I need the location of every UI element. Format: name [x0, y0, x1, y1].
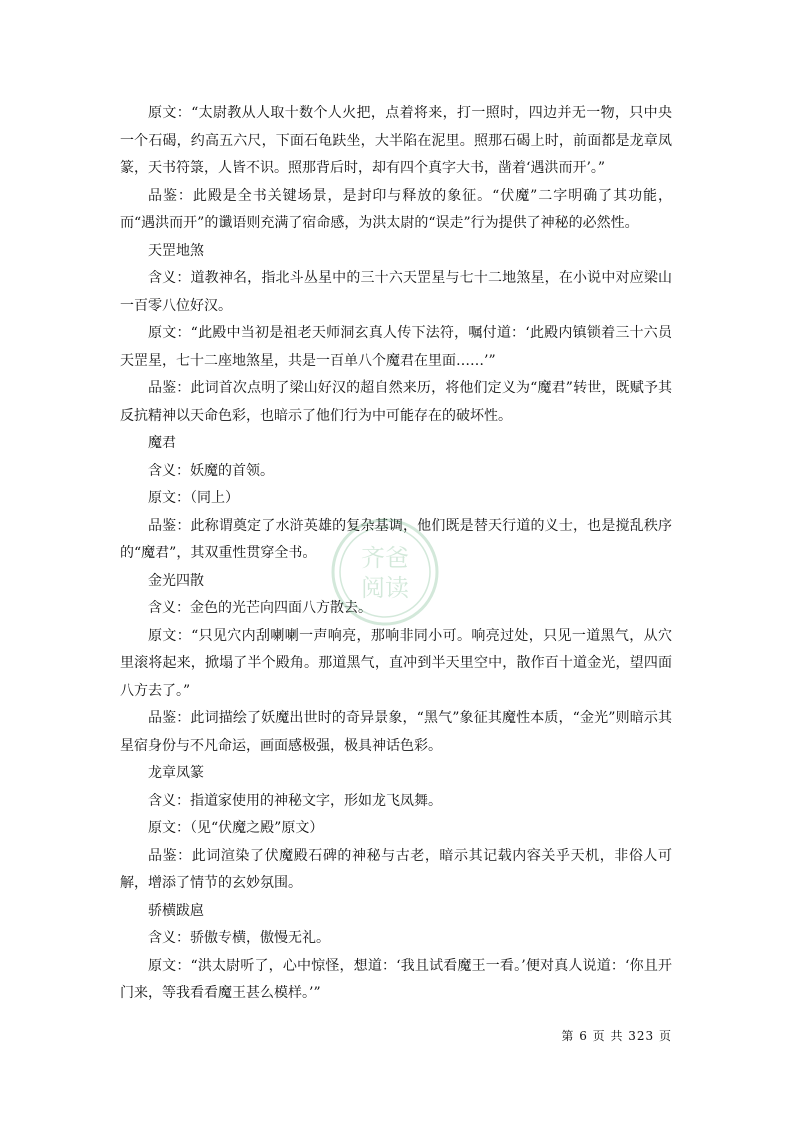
paragraph-appreciation: 品鉴：此殿是全书关键场景，是封印与释放的象征。“伏魔”二字明确了其功能，而“遇洪而开”的谶语则充满了宿命感，为洪太尉的“误走”行为提供了神秘的必然性。: [120, 187, 672, 231]
term-heading: 骄横跋扈: [148, 902, 204, 919]
watermark-seal-icon: [329, 516, 441, 628]
term-heading: 天罡地煞: [148, 242, 204, 259]
paragraph-appreciation: 品鉴：此称谓奠定了水浒英雄的复杂基调，他们既是替天行道的义士，也是搅乱秩序的“魔君”，其双重性贯穿全书。: [120, 517, 672, 561]
paragraph-meaning: 含义：金色的光芒向四面八方散去。: [148, 600, 372, 616]
paragraph-original-text: 原文：（同上）: [148, 490, 239, 506]
paragraph-appreciation: 品鉴：此词描绘了妖魔出世时的奇异景象，“黑气”象征其魔性本质，“金光”则暗示其星宿身份与不凡命运，画面感极强，极具神话色彩。: [120, 710, 672, 754]
paragraph-meaning: 含义：道教神名，指北斗丛星中的三十六天罡星与七十二地煞星，在小说中对应梁山一百零八位好汉。: [120, 270, 672, 314]
paragraph-original-text: 原文：“太尉教从人取十数个人火把，点着将来，打一照时，四边并无一物，只中央一个石碣，约高五六尺，下面石龟趺坐，大半陷在泥里。照那石碣上时，前面都是龙章凤篆，天书符箓，人皆不识。照那背后时，却有四个真字大书，凿着‘遇洪而开’。”: [120, 105, 672, 176]
paragraph-meaning: 含义：指道家使用的神秘文字，形如龙飞凤舞。: [148, 792, 442, 809]
term-heading: 龙章凤篆: [148, 765, 204, 781]
watermark-line-1: 齐爸: [361, 544, 409, 572]
paragraph-original-text: 原文：（见“伏魔之殿”原文）: [148, 820, 324, 836]
term-heading: 金光四散: [148, 572, 204, 589]
paragraph-appreciation: 品鉴：此词渲染了伏魔殿石碑的神秘与古老，暗示其记载内容关乎天机，非俗人可解，增添了情节的玄妙氛围。: [120, 847, 672, 891]
watermark-line-2: 阅读: [361, 574, 409, 602]
paragraph-meaning: 含义：骄傲专横，傲慢无礼。: [148, 930, 330, 946]
paragraph-meaning: 含义：妖魔的首领。: [148, 462, 274, 479]
term-heading: 魔君: [148, 435, 176, 451]
paragraph-original-text: 原文：“此殿中当初是祖老天师洞玄真人传下法符，嘱付道：‘此殿内镇锁着三十六员天罡星，七十二座地煞星，共是一百单八个魔君在里面……’”: [120, 325, 672, 369]
paragraph-original-text: 原文：“只见穴内刮喇喇一声响亮，那响非同小可。响亮过处，只见一道黑气，从穴里滚将起来，掀塌了半个殿角。那道黑气，直冲到半天里空中，散作百十道金光，望四面八方去了。”: [120, 627, 672, 699]
page-number-footer: 第 6 页 共 323 页: [561, 1029, 672, 1043]
paragraph-original-text: 原文：“洪太尉听了，心中惊怪，想道：‘我且试看魔王一看。’便对真人说道：‘你且开门来，等我看看魔王甚么模样。’”: [120, 957, 672, 1001]
paragraph-appreciation: 品鉴：此词首次点明了梁山好汉的超自然来历，将他们定义为“魔君”转世，既赋予其反抗精神以天命色彩，也暗示了他们行为中可能存在的破坏性。: [120, 380, 672, 424]
